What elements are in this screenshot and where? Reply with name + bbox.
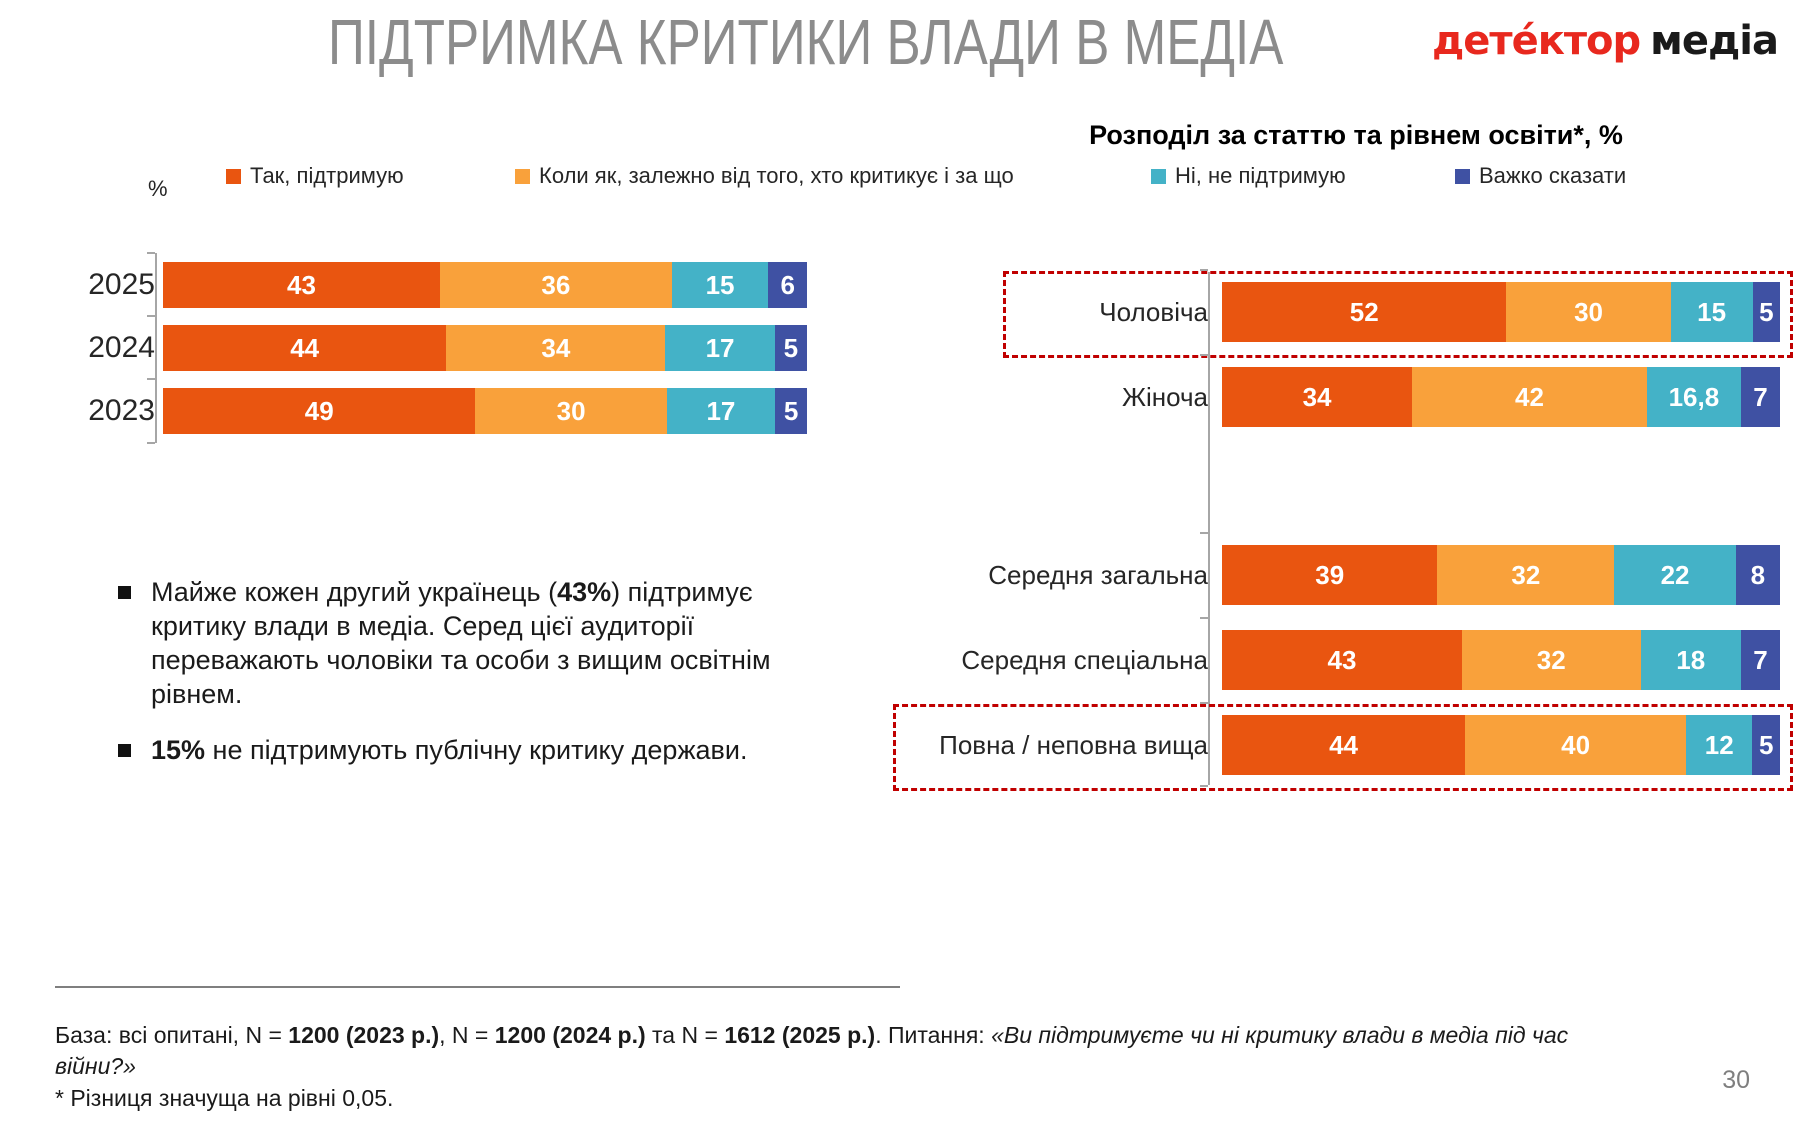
legend-label: Ні, не підтримую bbox=[1175, 163, 1346, 188]
category-label: 2023 bbox=[88, 394, 155, 427]
bar-segment bbox=[475, 388, 666, 434]
detector-media-logo bbox=[1432, 18, 1778, 64]
legend-item bbox=[226, 163, 404, 189]
bar-value-label: 34 bbox=[1302, 381, 1332, 412]
bar-segment bbox=[1736, 545, 1780, 605]
page-title: ПІДТРИМКА КРИТИКИ ВЛАДИ В МЕДІА bbox=[328, 6, 1284, 78]
bar-value-label: 44 bbox=[290, 332, 320, 363]
stacked-bar bbox=[1222, 630, 1780, 690]
bar-value-label: 43 bbox=[287, 269, 316, 300]
bar-segment bbox=[163, 325, 446, 371]
legend-swatch bbox=[1455, 169, 1470, 184]
text-run: . Питання: bbox=[875, 1022, 992, 1048]
bullet-text bbox=[151, 575, 808, 711]
legend-label: Коли як, залежно від того, хто критикує і за що bbox=[539, 163, 1014, 188]
legend-swatch bbox=[226, 169, 241, 184]
bar-row bbox=[55, 262, 807, 308]
bar-value-label: 30 bbox=[1574, 296, 1603, 327]
gender-education-stacked-bar-chart bbox=[900, 282, 1780, 800]
footnote bbox=[55, 1020, 1600, 1114]
bar-segment bbox=[1222, 630, 1462, 690]
legend-label: Важко сказати bbox=[1479, 163, 1627, 188]
bar-segment bbox=[1753, 282, 1780, 342]
category-label: Жіноча bbox=[1121, 381, 1208, 412]
bar-row bbox=[55, 388, 807, 434]
bar-value-label: 7 bbox=[1753, 644, 1768, 675]
percent-axis-label: % bbox=[148, 176, 168, 201]
bar-value-label: 7 bbox=[1753, 381, 1768, 412]
bar-value-label: 42 bbox=[1515, 381, 1544, 412]
category-label: 2024 bbox=[88, 331, 155, 364]
bar-value-label: 15 bbox=[705, 269, 735, 300]
bar-segment bbox=[440, 262, 672, 308]
bar-segment bbox=[1222, 367, 1412, 427]
bar-segment bbox=[775, 325, 807, 371]
bar-segment bbox=[775, 388, 807, 434]
bar-segment bbox=[672, 262, 769, 308]
category-label: Повна / неповна вища bbox=[939, 729, 1208, 760]
text-run: 1612 (2025 р.) bbox=[724, 1022, 876, 1048]
bar-row bbox=[900, 630, 1780, 690]
bar-segment bbox=[1647, 367, 1741, 427]
stacked-bar bbox=[1222, 545, 1780, 605]
bar-row bbox=[900, 282, 1780, 342]
text-run: 15% bbox=[151, 735, 206, 765]
bar-value-label: 30 bbox=[556, 395, 586, 426]
key-findings-list bbox=[118, 575, 808, 789]
bar-segment bbox=[1506, 282, 1670, 342]
stacked-bar bbox=[1222, 282, 1780, 342]
category-label: Чоловіча bbox=[1099, 296, 1208, 327]
bar-segment bbox=[1671, 282, 1753, 342]
stacked-bar bbox=[163, 262, 807, 308]
legend-swatch bbox=[515, 169, 530, 184]
text-run: не підтримують публічну критику держави. bbox=[205, 735, 748, 765]
logo-word-media: медіа bbox=[1650, 18, 1778, 64]
bar-segment bbox=[163, 262, 440, 308]
bar-segment bbox=[446, 325, 665, 371]
bar-row bbox=[55, 325, 807, 371]
text-run: , N = bbox=[439, 1022, 495, 1048]
legend-item bbox=[1455, 163, 1626, 189]
text-run: 1200 (2024 р.) bbox=[494, 1022, 646, 1048]
bar-value-label: 36 bbox=[541, 269, 571, 300]
bar-segment bbox=[1462, 630, 1641, 690]
legend-swatch bbox=[1151, 169, 1166, 184]
bar-segment bbox=[163, 388, 475, 434]
text-run: ) підтримує критику влади в медіа. Серед цієї аудиторії переважають чоловіки та особи з вищим освітнім рівнем. bbox=[151, 577, 771, 709]
legend-item bbox=[1151, 163, 1346, 189]
stacked-bar bbox=[163, 325, 807, 371]
bar-segment bbox=[1222, 282, 1506, 342]
bar-segment bbox=[1412, 367, 1647, 427]
bar-segment bbox=[1686, 715, 1752, 775]
text-run: «Ви підтримуєте чи ні критику влади в медіа під час війни?» bbox=[55, 1022, 1569, 1079]
footnote-significance-note: * Різниця значуща на рівні 0,05. bbox=[55, 1085, 394, 1111]
bar-value-label: 43 bbox=[1327, 644, 1357, 675]
bar-value-label: 32 bbox=[1511, 559, 1541, 590]
stacked-bar bbox=[1222, 715, 1780, 775]
right-chart-title: Розподіл за статтю та рівнем освіти*, % bbox=[1089, 120, 1623, 150]
bar-segment bbox=[665, 325, 774, 371]
text-run: База: всі опитані, N = bbox=[55, 1022, 289, 1048]
bar-value-label: 32 bbox=[1536, 644, 1566, 675]
bar-segment bbox=[667, 388, 775, 434]
page-number: 30 bbox=[1722, 1066, 1750, 1094]
bar-segment bbox=[1614, 545, 1736, 605]
bar-segment bbox=[1437, 545, 1614, 605]
bar-segment bbox=[768, 262, 807, 308]
logo-word-detektor: детéктор bbox=[1431, 18, 1641, 64]
category-label: 2025 bbox=[88, 268, 155, 301]
bar-row bbox=[900, 367, 1780, 427]
bar-value-label: 8 bbox=[1750, 559, 1766, 590]
bar-value-label: 5 bbox=[783, 395, 799, 426]
bar-value-label: 49 bbox=[304, 395, 334, 426]
bar-segment bbox=[1222, 715, 1465, 775]
footer-divider-line bbox=[55, 986, 900, 988]
text-run: 43% bbox=[557, 577, 612, 607]
bar-segment bbox=[1465, 715, 1686, 775]
list-item bbox=[118, 733, 808, 767]
legend-label: Так, підтримую bbox=[250, 163, 404, 188]
bar-value-label: 16,8 bbox=[1668, 381, 1720, 412]
bar-value-label: 17 bbox=[705, 332, 735, 363]
category-label: Середня спеціальна bbox=[961, 644, 1208, 675]
bar-value-label: 22 bbox=[1660, 559, 1690, 590]
bar-segment bbox=[1641, 630, 1741, 690]
bar-segment bbox=[1222, 545, 1437, 605]
legend-item bbox=[515, 163, 1014, 189]
bar-value-label: 15 bbox=[1697, 296, 1727, 327]
bar-value-label: 18 bbox=[1676, 644, 1706, 675]
bar-value-label: 5 bbox=[1758, 729, 1774, 760]
bullet-marker bbox=[118, 586, 131, 599]
bar-segment bbox=[1741, 367, 1780, 427]
bar-value-label: 34 bbox=[541, 332, 571, 363]
bar-value-label: 52 bbox=[1349, 296, 1379, 327]
bullet-marker bbox=[118, 744, 131, 757]
bar-value-label: 5 bbox=[783, 332, 799, 363]
bar-row bbox=[900, 715, 1780, 775]
stacked-bar bbox=[163, 388, 807, 434]
bullet-text bbox=[151, 733, 747, 767]
years-stacked-bar-chart bbox=[55, 262, 807, 451]
bar-value-label: 44 bbox=[1329, 729, 1358, 760]
bar-segment bbox=[1741, 630, 1780, 690]
bar-value-label: 5 bbox=[1759, 296, 1774, 327]
stacked-bar bbox=[1222, 367, 1780, 427]
text-run: 1200 (2023 р.) bbox=[288, 1022, 440, 1048]
text-run: та N = bbox=[645, 1022, 725, 1048]
bar-value-label: 12 bbox=[1704, 729, 1734, 760]
bar-row bbox=[900, 545, 1780, 605]
bar-value-label: 39 bbox=[1315, 559, 1345, 590]
bar-value-label: 17 bbox=[706, 395, 736, 426]
list-item bbox=[118, 575, 808, 711]
bar-value-label: 6 bbox=[780, 269, 795, 300]
bar-segment bbox=[1752, 715, 1780, 775]
footnote-base-text bbox=[55, 1020, 1600, 1082]
text-run: Майже кожен другий українець ( bbox=[151, 577, 558, 607]
bar-value-label: 40 bbox=[1561, 729, 1591, 760]
category-label: Середня загальна bbox=[988, 559, 1208, 590]
